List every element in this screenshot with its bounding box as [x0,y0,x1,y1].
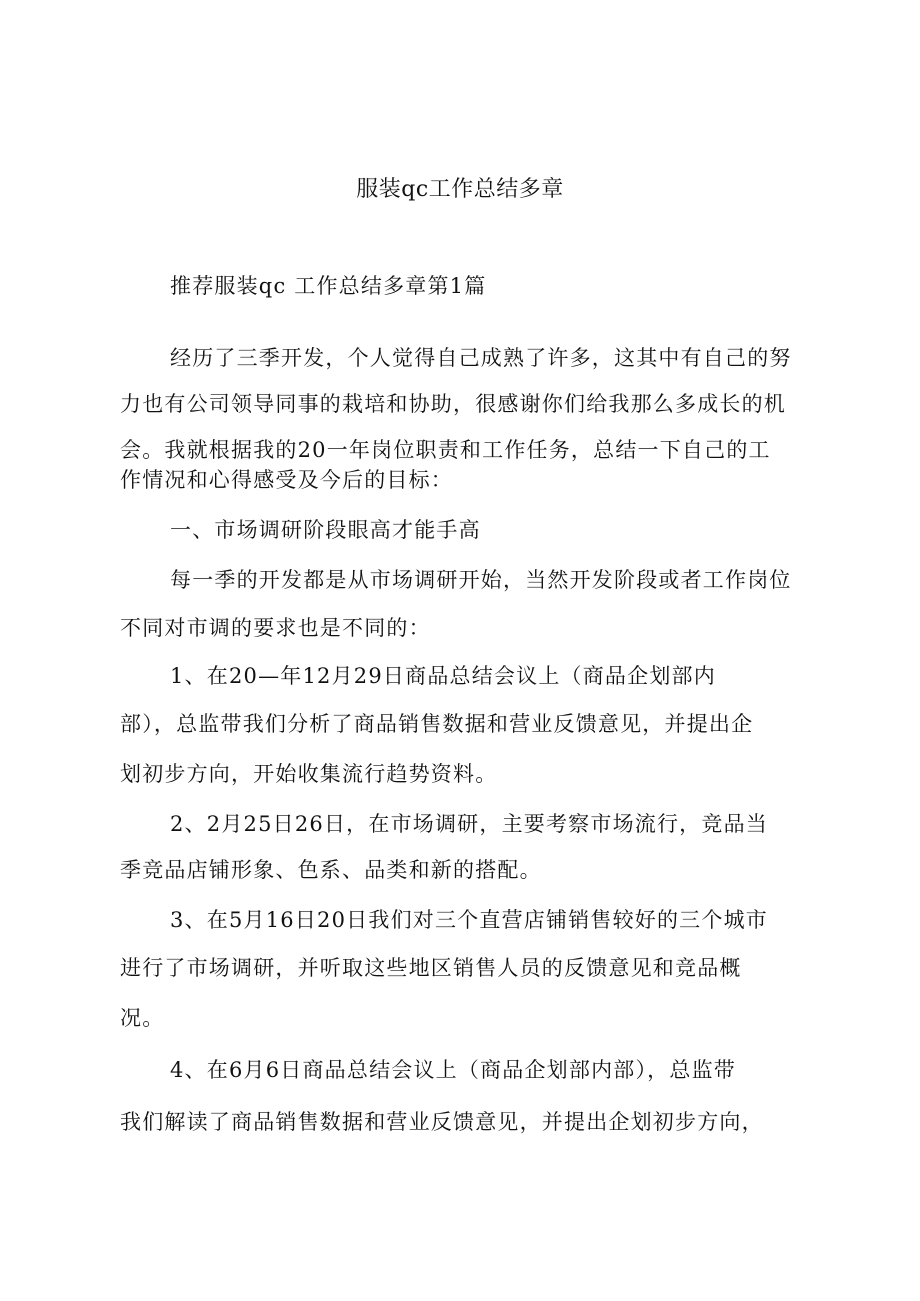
paragraph-line: 力也有公司领导同事的栽培和协助，很感谢你们给我那么多成长的机 [120,392,786,416]
paragraph-line: 部），总监带我们分析了商品销售数据和营业反馈意见，并提出企 [120,712,754,736]
paragraph-line: 况。 [120,1006,165,1030]
paragraph-line: 划初步方向，开始收集流行趋势资料。 [120,762,498,786]
paragraph-line: 作情况和心得感受及今后的目标： [120,468,453,492]
paragraph-line: 3、在5月16日20日我们对三个直营店铺销售较好的三个城市 [170,908,768,932]
section-heading: 一、市场调研阶段眼高才能手高 [170,518,481,542]
paragraph-line: 季竞品店铺形象、色系、品类和新的搭配。 [120,858,542,882]
paragraph-line: 1、在20—年12月29日商品总结会议上（商品企划部内 [170,664,716,688]
paragraph-line: 进行了市场调研，并听取这些地区销售人员的反馈意见和竞品概 [120,956,742,980]
paragraph-line: 每一季的开发都是从市场调研开始，当然开发阶段或者工作岗位 [170,568,792,592]
paragraph-line: 经历了三季开发，个人觉得自己成熟了许多，这其中有自己的努 [170,346,792,370]
paragraph-line: 会。我就根据我的20一年岗位职责和工作任务，总结一下自己的工 [120,438,771,462]
document-title: 服装qc工作总结多章 [356,177,564,202]
paragraph-line: 不同对市调的要求也是不同的： [120,616,431,640]
paragraph-line: 2、2月25日26日，在市场调研，主要考察市场流行，竞品当 [170,812,768,836]
section-subtitle: 推荐服装qc 工作总结多章第1篇 [170,274,487,298]
paragraph-line: 4、在6月6日商品总结会议上（商品企划部内部），总监带 [170,1058,736,1082]
paragraph-line: 我们解读了商品销售数据和营业反馈意见，并提出企划初步方向， [120,1110,764,1134]
